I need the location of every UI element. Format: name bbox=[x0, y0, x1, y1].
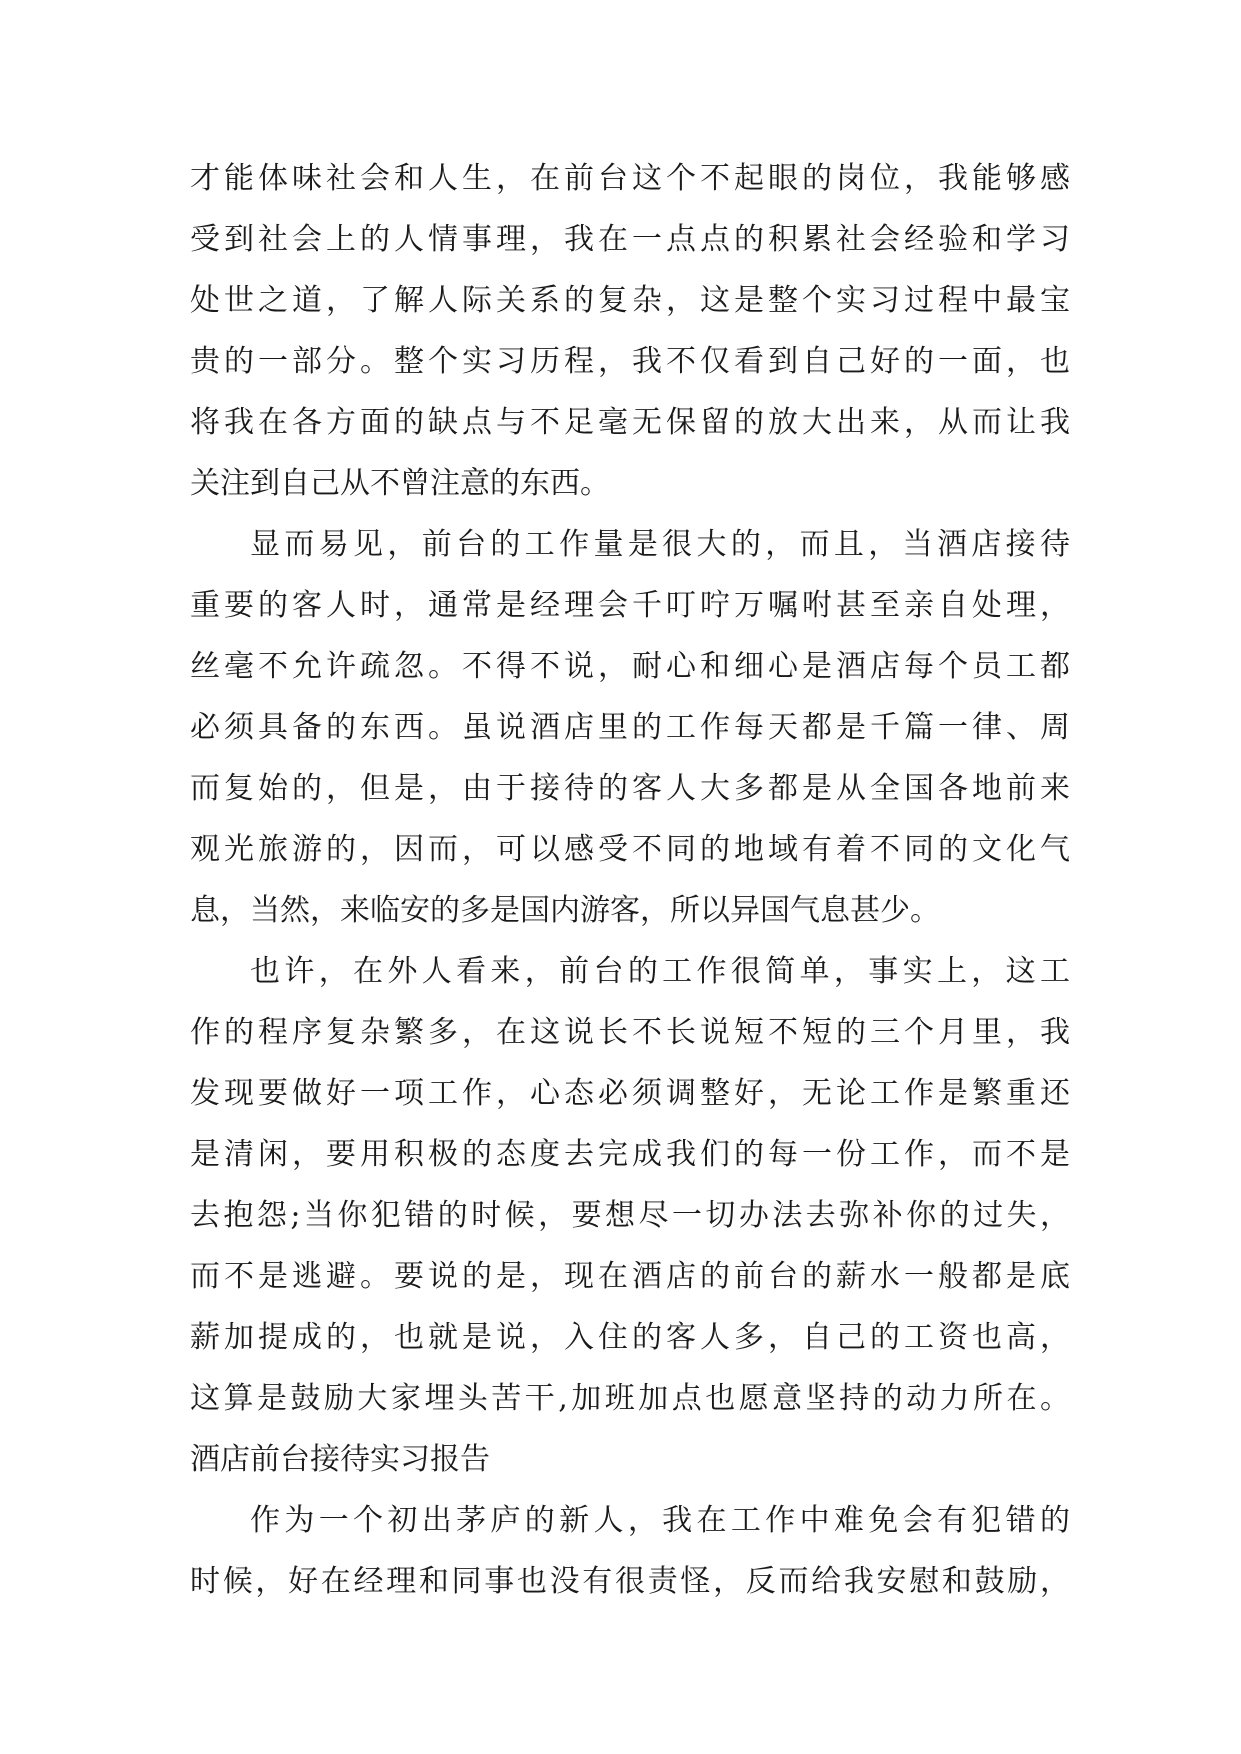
text-line: 去抱怨;当你犯错的时候，要想尽一切办法去弥补你的过失， bbox=[190, 1198, 1070, 1233]
text-line: 也许，在外人看来，前台的工作很简单，事实上，这工 bbox=[250, 954, 1070, 989]
paragraph-2 bbox=[190, 514, 1070, 941]
text-line: 将我在各方面的缺点与不足毫无保留的放大出来，从而让我 bbox=[190, 405, 1070, 440]
text-line: 而复始的，但是，由于接待的客人大多都是从全国各地前来 bbox=[190, 771, 1070, 806]
document-body bbox=[190, 148, 1070, 1612]
text-line: 才能体味社会和人生，在前台这个不起眼的岗位，我能够感 bbox=[190, 161, 1070, 196]
text-line: 这算是鼓励大家埋头苦干,加班加点也愿意坚持的动力所在。 bbox=[190, 1381, 1070, 1416]
text-line: 是清闲，要用积极的态度去完成我们的每一份工作，而不是 bbox=[190, 1137, 1070, 1172]
text-line: 而不是逃避。要说的是，现在酒店的前台的薪水一般都是底 bbox=[190, 1259, 1070, 1294]
text-line: 作为一个初出茅庐的新人，我在工作中难免会有犯错的 bbox=[250, 1503, 1070, 1538]
text-line: 薪加提成的，也就是说，入住的客人多，自己的工资也高， bbox=[190, 1320, 1070, 1355]
text-line: 丝毫不允许疏忽。不得不说，耐心和细心是酒店每个员工都 bbox=[190, 649, 1070, 684]
text-line: 贵的一部分。整个实习历程，我不仅看到自己好的一面，也 bbox=[190, 344, 1070, 379]
section-title: 酒店前台接待实习报告 bbox=[190, 1442, 490, 1477]
text-line: 重要的客人时，通常是经理会千叮咛万嘱咐甚至亲自处理， bbox=[190, 588, 1070, 623]
text-line: 息，当然，来临安的多是国内游客，所以异国气息甚少。 bbox=[190, 893, 940, 928]
text-line: 观光旅游的，因而，可以感受不同的地域有着不同的文化气 bbox=[190, 832, 1070, 867]
text-line: 作的程序复杂繁多，在这说长不长说短不短的三个月里，我 bbox=[190, 1015, 1070, 1050]
text-line: 显而易见，前台的工作量是很大的，而且，当酒店接待 bbox=[250, 527, 1070, 562]
text-line: 必须具备的东西。虽说酒店里的工作每天都是千篇一律、周 bbox=[190, 710, 1070, 745]
paragraph-3 bbox=[190, 941, 1070, 1429]
text-line: 关注到自己从不曾注意的东西。 bbox=[190, 466, 610, 501]
text-line: 发现要做好一项工作，心态必须调整好，无论工作是繁重还 bbox=[190, 1076, 1070, 1111]
text-line: 受到社会上的人情事理，我在一点点的积累社会经验和学习 bbox=[190, 222, 1070, 257]
text-line: 时候，好在经理和同事也没有很责怪，反而给我安慰和鼓励， bbox=[190, 1564, 1070, 1599]
paragraph-4 bbox=[190, 1490, 1070, 1612]
text-line: 处世之道，了解人际关系的复杂，这是整个实习过程中最宝 bbox=[190, 283, 1070, 318]
paragraph-1 bbox=[190, 148, 1070, 514]
